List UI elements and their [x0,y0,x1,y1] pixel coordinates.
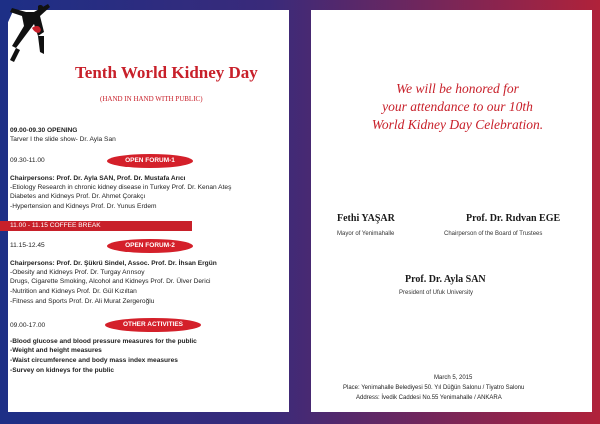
forum2-chairpersons: Chairpersons: Prof. Dr. Şükrü Sindel, Assoc. Prof. Dr. İhsan Ergün [10,260,217,267]
forum2-item: Drugs, Cigarette Smoking, Alcohol and Kidneys Prof. Dr. Ülver Derici [10,278,211,285]
forum1-chairpersons: Chairpersons: Prof. Dr. Ayla SAN, Prof. Dr. Mustafa Arıcı [10,175,186,182]
host2-role: Chairperson of the Board of Trustees [444,231,543,237]
other-item: -Survey on kidneys for the public [10,367,115,374]
other-item: -Blood glucose and blood pressure measures for the public [10,338,197,345]
host1-role: Mayor of Yenimahalle [337,231,395,237]
forum2-item: -Fitness and Sports Prof. Dr. Ali Murat Zergeroğlu [10,298,155,305]
forum1-time: 09.30-11.00 [10,157,45,164]
host3-name: Prof. Dr. Ayla SAN [405,274,486,285]
forum2-pill: OPEN FORUM-2 [107,239,193,253]
forum2-item: -Obesity and Kidneys Prof. Dr. Turgay Arınsoy [10,269,145,276]
forum1-item: -Hypertension and Kidneys Prof. Dr. Yunus Erdem [10,203,157,210]
forum1-item: -Etiology Research in chronic kidney disease in Turkey Prof. Dr. Kenan Ateş [10,184,232,191]
invitation-line: We will be honored for [396,81,519,96]
forum2-item: -Nutrition and Kidneys Prof. Dr. Gül Kızıltan [10,288,137,295]
invitation-line: World Kidney Day Celebration. [371,117,544,132]
other-activities-pill: OTHER ACTIVITIES [105,318,201,332]
other-item: -Weight and height measures [10,347,102,354]
right-page [311,10,592,412]
other-item: -Waist circumference and body mass index measures [10,357,178,364]
host2-name: Prof. Dr. Rıdvan EGE [466,213,561,224]
other-time: 09.00-17.00 [10,322,46,329]
event-address: Address: İvedik Caddesi No.55 Yenimahalle / ANKARA [356,395,502,401]
opening-time: 09.00-09.30 OPENING [10,127,78,134]
event-date: March 5, 2015 [434,375,473,381]
event-title: Tenth World Kidney Day [75,63,258,82]
opening-detail: Tarver I the slide show- Dr. Ayla San [10,136,116,143]
jumping-figure-logo [4,2,52,72]
invitation-text [340,80,575,134]
event-place: Place: Yenimahalle Belediyesi 50. Yıl Düğün Salonu / Tiyatro Salonu [343,385,525,391]
forum1-pill: OPEN FORUM-1 [107,154,193,168]
coffee-break-bar: 11.00 - 11.15 COFFEE BREAK [0,221,192,231]
forum2-time: 11.15-12.45 [10,242,45,249]
host3-role: President of Ufuk University [399,290,474,296]
host1-name: Fethi YAŞAR [337,213,395,224]
invitation-line: your attendance to our 10th [382,99,533,114]
event-subtitle: (HAND IN HAND WITH PUBLIC) [100,95,203,103]
forum1-item: Diabetes and Kidneys Prof. Dr. Ahmet Çorakçı [10,193,146,200]
